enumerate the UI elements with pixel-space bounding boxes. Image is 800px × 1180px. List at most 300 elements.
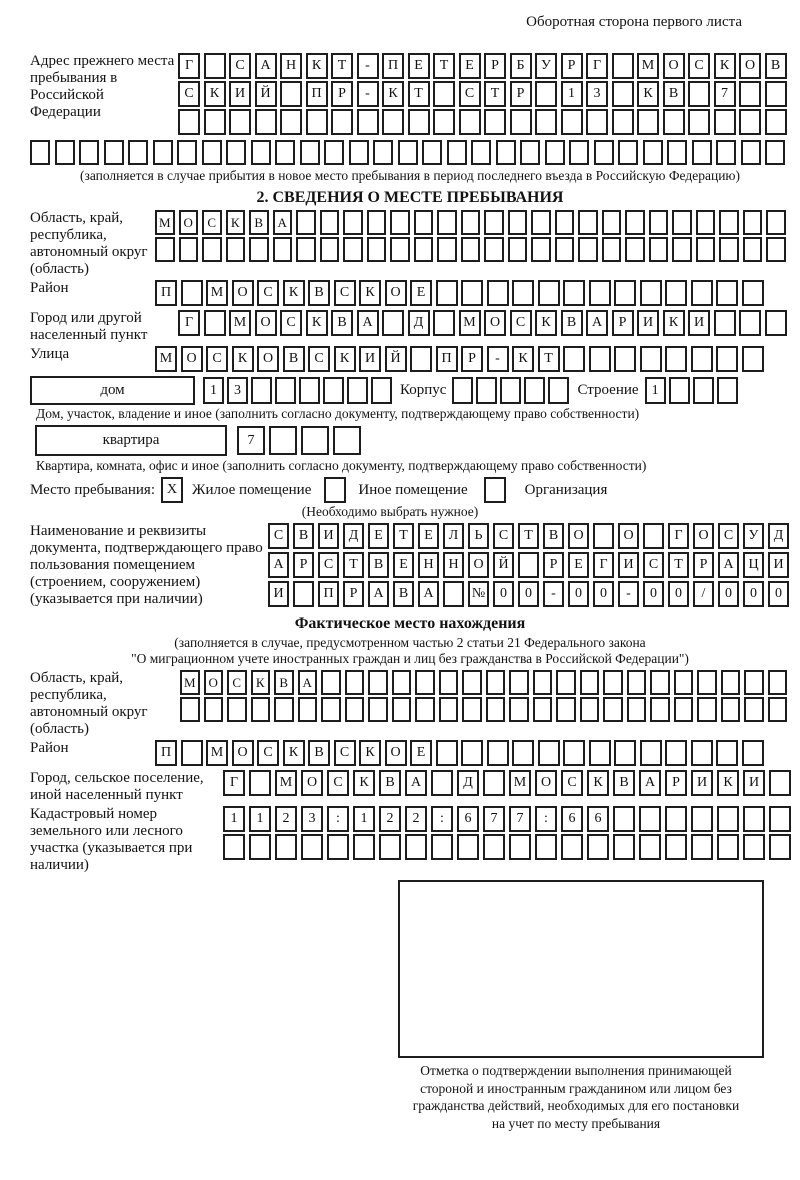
char-cell (433, 310, 455, 336)
char-cell (486, 697, 506, 722)
char-cell (719, 237, 739, 262)
char-cell: 6 (561, 806, 583, 832)
char-cell (433, 109, 455, 135)
char-cell: О (663, 53, 685, 79)
char-cell: 7 (483, 806, 505, 832)
char-cell (509, 670, 529, 695)
char-cell (721, 670, 741, 695)
street-label: Улица (30, 346, 70, 362)
char-cell (669, 377, 690, 404)
char-cell (331, 109, 353, 135)
char-cell: М (637, 53, 659, 79)
char-cell (275, 377, 296, 404)
char-cell (484, 210, 504, 235)
char-cell (586, 109, 608, 135)
char-row (155, 237, 786, 262)
char-cell: В (393, 581, 414, 607)
char-cell (55, 140, 75, 165)
char-cell (462, 670, 482, 695)
char-cell (769, 770, 791, 796)
char-cell (769, 834, 791, 860)
char-cell: 1 (561, 81, 583, 107)
char-cell: К (353, 770, 375, 796)
char-cell (691, 280, 713, 306)
char-cell: Н (443, 552, 464, 578)
char-cell (765, 310, 787, 336)
char-cell (531, 210, 551, 235)
char-cell (452, 377, 473, 404)
char-cell: С (202, 210, 222, 235)
char-cell (275, 834, 297, 860)
char-cell: П (436, 346, 458, 372)
char-row (178, 109, 787, 135)
char-cell: С (334, 280, 356, 306)
stay-type-option-organization: Организация (524, 481, 608, 498)
char-cell: Р (510, 81, 532, 107)
char-cell (486, 670, 506, 695)
char-cell (612, 109, 634, 135)
char-cell (299, 377, 320, 404)
char-cell: 7 (714, 81, 736, 107)
char-cell: В (331, 310, 353, 336)
char-cell (371, 377, 392, 404)
char-cell: Т (668, 552, 689, 578)
char-cell: С (327, 770, 349, 796)
char-cell (691, 806, 713, 832)
actual-city-block (30, 770, 790, 804)
char-cell (535, 81, 557, 107)
char-cell: Е (408, 53, 430, 79)
char-cell (227, 697, 247, 722)
char-cell: И (637, 310, 659, 336)
char-cell: А (639, 770, 661, 796)
char-cell: И (318, 523, 339, 549)
char-cell (410, 346, 432, 372)
char-cell (439, 697, 459, 722)
char-cell: Р (693, 552, 714, 578)
char-cell (696, 210, 716, 235)
char-cell: 7 (237, 426, 265, 455)
char-cell: Г (668, 523, 689, 549)
char-cell: О (739, 53, 761, 79)
char-cell (483, 770, 505, 796)
char-cell (508, 237, 528, 262)
char-cell (696, 237, 716, 262)
char-cell: К (714, 53, 736, 79)
char-cell (155, 237, 175, 262)
char-cell (555, 237, 575, 262)
char-cell (535, 834, 557, 860)
char-cell (476, 377, 497, 404)
char-cell (612, 53, 634, 79)
char-cell (104, 140, 124, 165)
char-cell (691, 834, 713, 860)
char-cell: : (535, 806, 557, 832)
char-cell: Ь (468, 523, 489, 549)
street-block (30, 346, 790, 374)
char-cell: С (227, 670, 247, 695)
char-cell (357, 109, 379, 135)
char-cell (274, 697, 294, 722)
char-cell: К (226, 210, 246, 235)
char-cell (251, 697, 271, 722)
char-cell: С (257, 280, 279, 306)
char-cell: Р (343, 581, 364, 607)
char-cell (765, 81, 787, 107)
char-cell (580, 670, 600, 695)
char-cell (373, 140, 393, 165)
char-cell: Д (768, 523, 789, 549)
char-cell: К (512, 346, 534, 372)
char-cell (379, 834, 401, 860)
char-cell (462, 697, 482, 722)
actual-location-note-2: "О миграционном учете иностранных граждан и лиц без гражданства в Российской Федерации") (131, 651, 689, 666)
char-cell (321, 697, 341, 722)
apartment-cells (237, 426, 361, 455)
char-cell: Т (393, 523, 414, 549)
char-cell (665, 280, 687, 306)
char-cell: : (327, 806, 349, 832)
char-row (155, 210, 786, 235)
char-cell (512, 280, 534, 306)
confirmation-stamp-box (398, 880, 764, 1058)
char-cell: И (268, 581, 289, 607)
char-cell: 6 (587, 806, 609, 832)
char-cell: М (509, 770, 531, 796)
char-cell (691, 740, 713, 766)
char-cell (742, 740, 764, 766)
char-cell: Д (408, 310, 430, 336)
char-cell (533, 697, 553, 722)
char-cell (509, 834, 531, 860)
char-cell (255, 109, 277, 135)
char-row (178, 81, 787, 107)
stay-type-checkbox-residential: X (161, 477, 183, 503)
char-cell: С (268, 523, 289, 549)
char-cell (643, 523, 664, 549)
char-cell: 0 (718, 581, 739, 607)
cadastral-block (30, 806, 790, 874)
char-cell (739, 310, 761, 336)
char-cell (323, 377, 344, 404)
char-cell: 2 (379, 806, 401, 832)
stamp-caption-line: стороной и иностранным гражданином или лицом без (420, 1080, 732, 1096)
char-cell: К (637, 81, 659, 107)
char-cell (743, 834, 765, 860)
char-cell (437, 210, 457, 235)
char-cell (433, 81, 455, 107)
char-cell (625, 237, 645, 262)
char-cell: Т (408, 81, 430, 107)
actual-location-title: Фактическое место нахождения (294, 615, 526, 632)
char-cell (392, 697, 412, 722)
char-cell (563, 740, 585, 766)
char-cell: Е (368, 523, 389, 549)
char-cell (580, 697, 600, 722)
char-cell (345, 697, 365, 722)
char-cell (741, 140, 761, 165)
char-cell (368, 697, 388, 722)
char-cell: К (306, 310, 328, 336)
char-cell: 0 (493, 581, 514, 607)
char-cell: Ц (743, 552, 764, 578)
city-block (30, 310, 790, 344)
char-cell (602, 210, 622, 235)
char-cell: С (334, 740, 356, 766)
char-cell: Р (665, 770, 687, 796)
char-cell: К (359, 740, 381, 766)
char-cell (153, 140, 173, 165)
char-cell (349, 140, 369, 165)
char-cell (556, 670, 576, 695)
korpus-label: Корпус (400, 382, 447, 398)
char-cell (614, 346, 636, 372)
char-cell: О (179, 210, 199, 235)
char-cell: 0 (518, 581, 539, 607)
char-cell (321, 670, 341, 695)
char-row (180, 697, 787, 722)
char-cell: Н (280, 53, 302, 79)
char-cell: С (688, 53, 710, 79)
char-cell (613, 806, 635, 832)
char-cell (324, 140, 344, 165)
char-cell (343, 210, 363, 235)
char-cell (484, 237, 504, 262)
char-cell (296, 237, 316, 262)
char-cell (457, 834, 479, 860)
char-cell (204, 697, 224, 722)
char-cell: 0 (643, 581, 664, 607)
char-cell: Р (461, 346, 483, 372)
char-cell (587, 834, 609, 860)
char-cell: О (568, 523, 589, 549)
apartment-box-label: квартира (35, 425, 227, 456)
char-cell (392, 670, 412, 695)
stamp-caption-line: на учет по месту пребывания (491, 1115, 661, 1131)
char-cell (461, 210, 481, 235)
char-cell (665, 834, 687, 860)
char-cell: И (691, 770, 713, 796)
char-row (223, 834, 791, 860)
char-cell: С (257, 740, 279, 766)
char-cell: М (275, 770, 297, 796)
char-cell (665, 346, 687, 372)
char-cell (178, 109, 200, 135)
char-cell: И (229, 81, 251, 107)
char-cell (436, 740, 458, 766)
char-cell: - (357, 53, 379, 79)
char-cell (496, 140, 516, 165)
char-row (223, 806, 791, 832)
char-cell: Г (223, 770, 245, 796)
char-cell: О (232, 280, 254, 306)
char-cell (367, 237, 387, 262)
char-cell (714, 310, 736, 336)
char-cell (768, 697, 788, 722)
char-cell (524, 377, 545, 404)
char-cell (535, 109, 557, 135)
char-cell (627, 670, 647, 695)
actual-region-block (30, 670, 790, 738)
char-cell (296, 210, 316, 235)
char-cell: П (155, 280, 177, 306)
char-cell (640, 346, 662, 372)
char-cell: П (155, 740, 177, 766)
stay-type-row (30, 477, 790, 503)
char-cell (226, 140, 246, 165)
char-cell: А (718, 552, 739, 578)
char-cell (739, 81, 761, 107)
char-cell: О (385, 740, 407, 766)
char-cell (347, 377, 368, 404)
char-cell: К (587, 770, 609, 796)
char-cell (563, 346, 585, 372)
char-cell: К (232, 346, 254, 372)
actual-region-rows (180, 670, 787, 724)
char-row (178, 53, 787, 79)
char-cell (743, 237, 763, 262)
char-cell: Е (459, 53, 481, 79)
char-cell: В (379, 770, 401, 796)
char-cell: Т (433, 53, 455, 79)
char-cell: В (308, 280, 330, 306)
char-cell: С (643, 552, 664, 578)
char-cell: Д (343, 523, 364, 549)
char-cell: О (535, 770, 557, 796)
char-cell: О (255, 310, 277, 336)
char-cell: - (487, 346, 509, 372)
char-row (155, 740, 764, 766)
char-cell (301, 834, 323, 860)
char-cell (649, 210, 669, 235)
char-cell: В (249, 210, 269, 235)
char-cell: М (206, 280, 228, 306)
char-cell: В (543, 523, 564, 549)
char-cell (742, 280, 764, 306)
char-cell (578, 237, 598, 262)
char-cell (650, 697, 670, 722)
char-cell (640, 280, 662, 306)
char-cell (408, 109, 430, 135)
char-cell: 3 (301, 806, 323, 832)
char-cell (637, 109, 659, 135)
char-cell: П (306, 81, 328, 107)
char-cell (204, 109, 226, 135)
char-cell: М (459, 310, 481, 336)
char-cell: К (663, 310, 685, 336)
char-cell (693, 377, 714, 404)
char-cell (500, 377, 521, 404)
stamp-caption (346, 1062, 800, 1132)
char-cell: 3 (227, 377, 248, 404)
char-cell (663, 109, 685, 135)
char-cell: Р (331, 81, 353, 107)
char-cell (437, 237, 457, 262)
char-cell: К (251, 670, 271, 695)
char-cell: 1 (353, 806, 375, 832)
char-cell (627, 697, 647, 722)
char-cell: У (535, 53, 557, 79)
char-cell (538, 740, 560, 766)
char-cell (691, 346, 713, 372)
char-cell: А (368, 581, 389, 607)
char-cell (443, 581, 464, 607)
char-cell (674, 670, 694, 695)
char-cell: А (586, 310, 608, 336)
char-cell (251, 140, 271, 165)
char-cell (688, 109, 710, 135)
char-cell (640, 740, 662, 766)
char-cell (249, 237, 269, 262)
page-side-note: Оборотная сторона первого листа (526, 14, 742, 30)
char-cell (280, 81, 302, 107)
char-cell (229, 109, 251, 135)
char-cell: 7 (509, 806, 531, 832)
char-cell: 1 (249, 806, 271, 832)
char-cell: В (368, 552, 389, 578)
char-cell: 2 (405, 806, 427, 832)
apartment-row (30, 425, 790, 456)
char-cell (180, 697, 200, 722)
char-cell: Г (178, 53, 200, 79)
char-cell (697, 670, 717, 695)
char-cell (639, 834, 661, 860)
char-cell (461, 237, 481, 262)
char-cell: В (765, 53, 787, 79)
char-cell: Г (178, 310, 200, 336)
char-cell (538, 280, 560, 306)
char-cell: У (743, 523, 764, 549)
char-cell (667, 140, 687, 165)
char-cell (614, 280, 636, 306)
char-cell: В (613, 770, 635, 796)
char-cell (531, 237, 551, 262)
char-cell (177, 140, 197, 165)
char-cell (603, 697, 623, 722)
char-cell: К (717, 770, 739, 796)
actual-location-note-1: (заполняется в случае, предусмотренном частью 2 статьи 21 Федерального закона (174, 635, 646, 650)
char-cell (275, 140, 295, 165)
char-cell: И (768, 552, 789, 578)
char-cell: К (382, 81, 404, 107)
char-cell (714, 109, 736, 135)
char-cell: С (280, 310, 302, 336)
char-cell (665, 740, 687, 766)
char-cell (414, 210, 434, 235)
char-cell (367, 210, 387, 235)
char-cell: С (308, 346, 330, 372)
char-cell: О (693, 523, 714, 549)
char-cell (768, 670, 788, 695)
title-doc-block (30, 523, 790, 609)
char-cell (422, 140, 442, 165)
char-row (268, 523, 789, 549)
char-cell (204, 53, 226, 79)
char-cell (226, 237, 246, 262)
char-cell: С (718, 523, 739, 549)
char-cell (415, 697, 435, 722)
char-cell: П (382, 53, 404, 79)
char-cell (742, 346, 764, 372)
char-cell (431, 770, 453, 796)
char-cell: В (308, 740, 330, 766)
actual-region-label: Область, край, республика, автономный округ (область) (30, 670, 148, 737)
char-cell (204, 310, 226, 336)
char-cell (202, 140, 222, 165)
char-cell (518, 552, 539, 578)
char-cell (405, 834, 427, 860)
apartment-note: Квартира, комната, офис и иное (заполнить согласно документу, подтверждающему право собственности) (36, 458, 647, 473)
